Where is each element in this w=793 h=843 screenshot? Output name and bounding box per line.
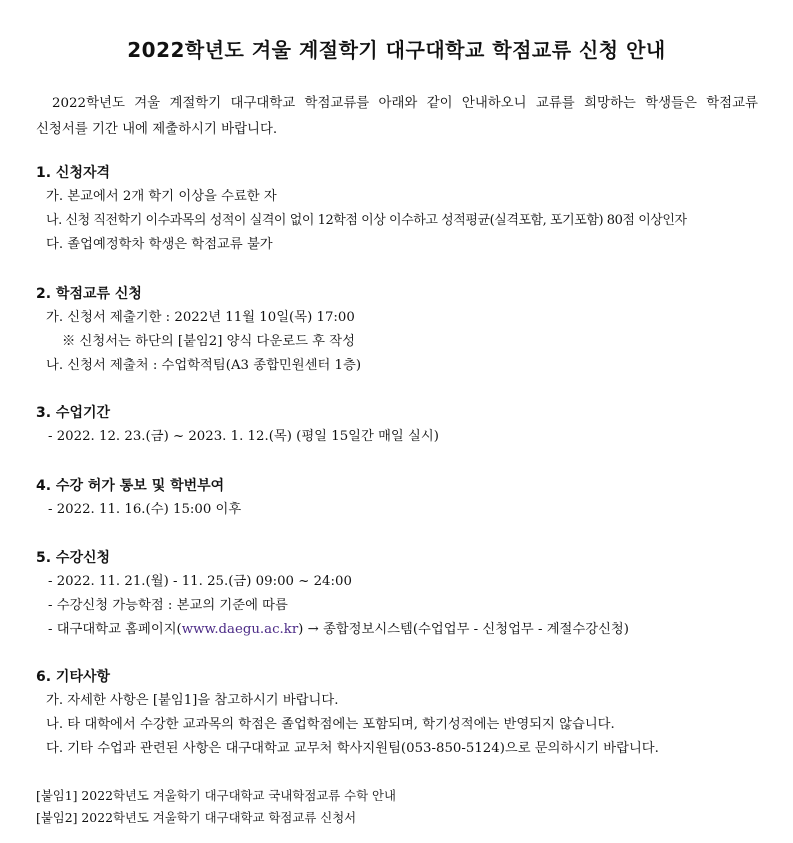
section-heading: 4. 수강 허가 통보 및 학번부여: [36, 478, 225, 494]
list-item: - 수강신청 가능학점 : 본교의 기준에 따름: [48, 598, 288, 613]
section-heading: 5. 수강신청: [36, 550, 111, 566]
section-heading: 6. 기타사항: [36, 669, 111, 685]
section-application: [36, 282, 776, 378]
section-heading: 3. 수업기간: [36, 405, 111, 421]
list-item: 나. 신청서 제출처 : 수업학적팀(A3 종합민원센터 1층): [46, 358, 362, 373]
intro-paragraph: 2022학년도 겨울 계절학기 대구대학교 학점교류를 아래와 같이 안내하오니 교류를 희망하는 학생들은 학점교류 신청서를 기간 내에 제출하시기 바랍니다.: [36, 96, 758, 137]
list-item: - 2022. 11. 16.(수) 15:00 이후: [48, 502, 242, 517]
attachment-1[interactable]: [붙임1] 2022학년도 겨울학기 대구대학교 국내학점교류 수학 안내: [36, 788, 396, 803]
section-heading: 2. 학점교류 신청: [36, 286, 142, 302]
list-item: 다. 기타 수업과 관련된 사항은 대구대학교 교무처 학사지원팀(053-850-5124)으로 문의하시기 바랍니다.: [46, 741, 659, 756]
list-item: 가. 자세한 사항은 [붙임1]을 참고하시기 바랍니다.: [46, 693, 339, 708]
section-heading: 1. 신청자격: [36, 165, 111, 181]
link-line-suffix: ) → 종합정보시스템(수업업무 - 신청업무 - 계절수강신청): [298, 622, 629, 637]
list-item: 가. 신청서 제출기한 : 2022년 11월 10일(목) 17:00: [46, 310, 355, 325]
page-title: 2022학년도 겨울 계절학기 대구대학교 학점교류 신청 안내: [127, 38, 666, 62]
list-item: 다. 졸업예정학차 학생은 학점교류 불가: [46, 237, 273, 252]
section-permission-notice: [36, 474, 776, 522]
list-item: - 2022. 12. 23.(금) ~ 2023. 1. 12.(목) (평일 15일간 매일 실시): [48, 429, 439, 444]
section-other-matters: [36, 665, 776, 761]
list-item: 나. 신청 직전학기 이수과목의 성적이 실격이 없이 12학점 이상 이수하고 성적평균(실격포함, 포기포함) 80점 이상인자: [46, 213, 687, 228]
link-line-prefix: - 대구대학교 홈페이지(: [48, 622, 182, 637]
list-item: 나. 타 대학에서 수강한 교과목의 학점은 졸업학점에는 포함되며, 학기성적에는 반영되지 않습니다.: [46, 717, 615, 732]
homepage-link[interactable]: www.daegu.ac.kr: [181, 622, 299, 637]
list-item: - 2022. 11. 21.(월) - 11. 25.(금) 09:00 ~ 24:00: [48, 574, 352, 589]
note-item: ※ 신청서는 하단의 [붙임2] 양식 다운로드 후 작성: [62, 334, 355, 349]
attachments: [36, 785, 776, 829]
list-item: 가. 본교에서 2개 학기 이상을 수료한 자: [46, 189, 277, 204]
list-item: [36, 618, 776, 642]
section-eligibility: [36, 161, 776, 257]
section-course-registration: [36, 546, 776, 642]
attachment-2[interactable]: [붙임2] 2022학년도 겨울학기 대구대학교 학점교류 신청서: [36, 810, 357, 825]
section-class-period: [36, 401, 776, 449]
